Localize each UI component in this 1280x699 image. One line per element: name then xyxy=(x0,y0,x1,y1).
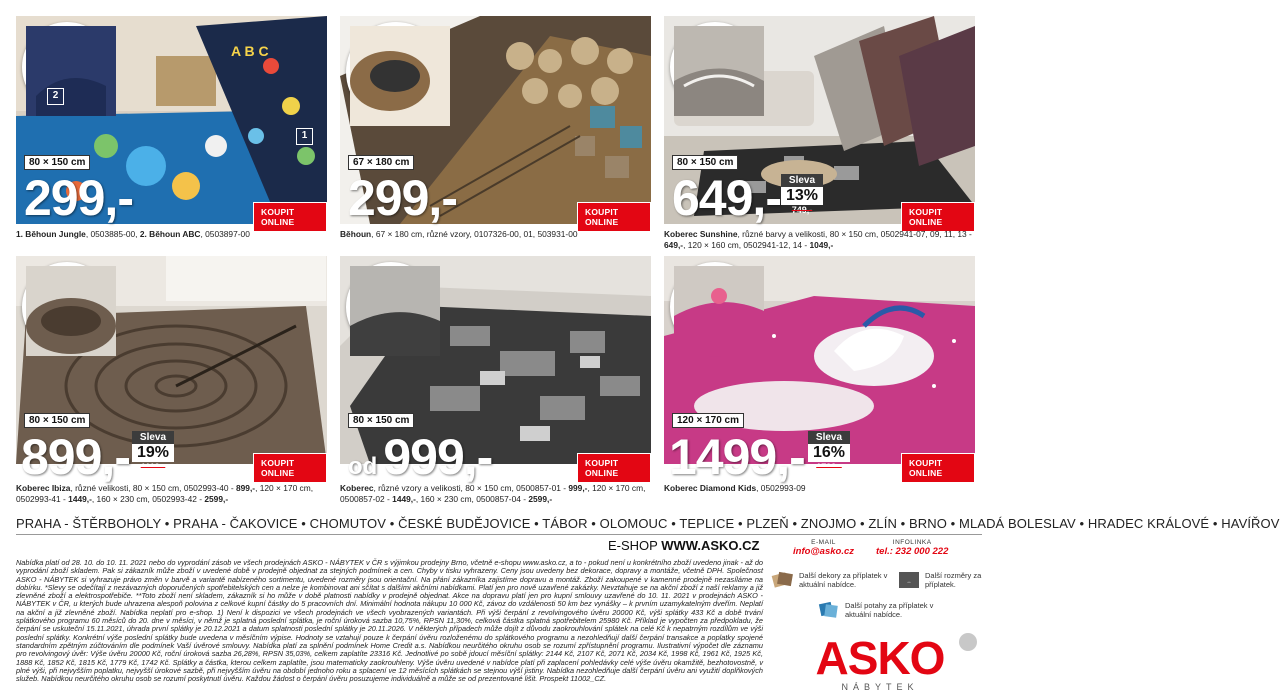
asko-logo-mark xyxy=(776,630,984,694)
price-value: 999,- xyxy=(383,429,493,485)
detail-circle-image xyxy=(346,262,436,352)
price-value: 1499,- xyxy=(669,429,805,485)
product-tile-runner xyxy=(340,16,651,227)
fabric-cover-icon xyxy=(818,600,840,620)
price-value: 299,- xyxy=(24,170,133,226)
divider xyxy=(16,534,982,535)
price xyxy=(348,429,493,485)
price xyxy=(669,429,805,485)
infoline-contact xyxy=(876,539,948,557)
buy-online-button[interactable]: KOUPIT ONLINE xyxy=(577,453,651,483)
eshop-label: E-SHOP xyxy=(608,538,658,553)
old-price: 749,- xyxy=(791,205,813,215)
sale-label: Sleva xyxy=(808,431,850,444)
size-tag: 120 × 170 cm xyxy=(672,413,744,428)
email-link[interactable]: info@asko.cz xyxy=(793,546,854,557)
sale-percent: 19% xyxy=(132,444,174,462)
buy-online-button[interactable]: KOUPIT ONLINE xyxy=(901,202,975,232)
eshop-link[interactable]: WWW.ASKO.CZ xyxy=(661,538,760,553)
price-prefix: od xyxy=(348,453,378,480)
info-dekory: Další dekory za příplatek v aktuální nabídce. xyxy=(772,570,890,590)
product-tile-jungle xyxy=(16,16,327,227)
info-potahy: Další potahy za příplatek v aktuální nabídce. xyxy=(818,600,948,620)
size-ruler-icon xyxy=(898,570,920,590)
price-value: 299,- xyxy=(348,170,457,226)
sale-label: Sleva xyxy=(132,431,174,444)
detail-circle-image xyxy=(22,262,112,352)
svg-text:NÁBYTEK: NÁBYTEK xyxy=(841,682,919,692)
price-value: 899,- xyxy=(21,429,130,485)
legal-disclaimer: Nabídka platí od 28. 10. do 10. 11. 2021 nebo do vyprodání zásob ve všech prodejnách ASKO - NÁBYTEK v ČR s výjimkou prodejny Brno, včetně e-shopu www.asko.cz, a to - pokud není u konkrétního zboží uvedeno jinak - až do vyprodání zboží skladem. Pak si zákazník může zboží v uvedené době v prodejně objednat za stejných podmínek a cen. Chyby v tisku vyhrazeny. Ceny jsou uvedeny bez dekorace, dopravy a montáže, včetně DPH. Společnost ASKO - NÁBYTEK si vyhrazuje právo změn v barvě a variantě nabízeného sortimentu, uvedené rozměry jsou orientační. Na přání zákazníka zajistíme dopravu a montáž. Zboží zakoupené v kamenné prodejně nezasíláme na dobírku. *Slevy se odečítají z nezávazných doporučených spotřebitelských cen a nelze je kombinovat ani sčítat s dalšími akčními nabídkami. Platí jen pro nově uzavřené zakázky. Nevztahuje se na akční zboží z naší reklamy a již zlevněné zboží a elektrospotřebiče. **Toto zboží není skladem, zákazník si ho může v době platnosti nabídky v prodejně objednat. Akce na dopravu platí jen pro kupní smlouvy uzavřené do 10. 11. 2021 v prodejnách ASKO - NÁBYTEK v ČR, u kterých bude uhrazena alespoň polovina z celkové kupní částky do 5 pracovních dní. Minimální hodnota nákupu 10 000 Kč, závoz do vzdálenosti 50 km bez vynášky – k prvním uzamykatelným dveřím. Neplatí na akční a již zlevněné zboží. Nabídka neplatí pro e-shop. 1) Není k dispozici ve všech prodejnách ve všech vyobrazených variantách. Při výši čerpání z revolvingového úvěru 20000 Kč, výši splátky 433 Kč a době trvání splátkového programu 60 měsíců do 20. dne v měsíci, v němž je splatná poslední splátka, je roční úroková sazba 10,75%, RPSN 11,30%, celková částka splatná spotřebitelem 25980 Kč. Příklad je vypočten za předpokladu, že čerpání se uskuteční 15.11.2021, úhrada první splátky je 20.12.2021 a datum splatnosti poslední splátky je 20.11.2026. V některých případech může dojít z důvodu zaokrouhlování splátek na celé Kč k nepatrným rozdílům ve výši poslední splátky. Konkrétní výše poslední splátky bude uvedena v měsíčním výpise. Hodnoty se vztahují pouze k čerpání úvěru rozloženému do splátkového programu a nezohledňují další čerpání transakce a poplatky spojené standardním zpětným zúčtováním dle podmínek Vaší úvěrové smlouvy. Nabídka platí za splnění podmínek Home Credit a.s. Nabídkou neurčitého okruhu osob se rozumí zpřístupnění programu. Ilustrativní výpočet dle záznamu pro revolvingový úvěr: Výše úvěru 20000 Kč, roční úroková sazba 26,28%, RPSN 35,03%, celkem zaplatíte 23316 Kč. Jednotlivé po sobě jdoucí měsíční splátky: 2144 Kč, 2107 Kč, 2071 Kč, 2034 Kč, 1998 Kč, 1961 Kč, 1925 Kč, 1888 Kč, 1852 Kč, 1815 Kč, 1779 Kč, 1742 Kč. Splátky a částka, kterou celkem zaplatíte, jsou matematicky zaokrouhleny. Výše úvěru uvedené v nabídce platí při zaplacení pohledávky celé výše úvěru okamžitě, bezhotovostně, v plné výši, při nejvyšším poplatku, nejvyšší úrokové sazbě, při nejvyšším úvěru na období jednoho roku a splacení ve 12 měsících splátkách se stejnou výší jistiny. Nabídka nezohledňuje další čerpání úvěru ani využití doplňkových služeb. Nabídkou neurčitého okruhu osob se rozumí poskytnutí úvěru. Každou žádost o čerpání úvěru posuzujeme individuálně a může se od prezentované lišit. Prospekt 11002_CZ. xyxy=(16,558,763,684)
svg-text:↔: ↔ xyxy=(906,579,912,585)
eshop-line xyxy=(608,538,759,553)
product-caption: Koberec Diamond Kids, 0502993-09 xyxy=(664,483,806,493)
badge-number-2: 2 xyxy=(47,88,64,105)
detail-circle-image xyxy=(22,22,112,112)
buy-online-button[interactable]: KOUPIT ONLINE xyxy=(253,202,327,232)
detail-circle-image xyxy=(670,22,760,112)
sale-badge xyxy=(808,431,850,472)
badge-number-1: 1 xyxy=(296,128,313,145)
infoline-label: INFOLINKA xyxy=(892,539,932,546)
info-rozmery: ↔ Další rozměry za příplatek. xyxy=(898,570,984,590)
product-caption: Koberec, různé vzory a velikosti, 80 × 150 cm, 0500857-01 - 999,-, 120 × 170 cm, 0500857-02 - 1449,-, 160 × 230 cm, 0500857-04 - 2599,- xyxy=(340,483,646,504)
product-caption: Koberec Ibiza, různé velikosti, 80 × 150 cm, 0502993-40 - 899,-, 120 × 170 cm, 0502993-41 - 1449,-, 160 × 230 cm, 0502993-42 - 2599,- xyxy=(16,483,314,504)
product-caption: 1. Běhoun Jungle, 0503885-00, 2. Běhoun ABC, 0503897-00 xyxy=(16,229,250,239)
old-price: 1799,- xyxy=(816,462,842,472)
sale-label: Sleva xyxy=(781,174,823,187)
detail-circle-image xyxy=(670,262,760,352)
product-tile-diamond-kids xyxy=(664,256,975,485)
old-price: 1119,- xyxy=(140,462,166,472)
svg-text:ASKO: ASKO xyxy=(815,632,945,684)
size-tag: 80 × 150 cm xyxy=(672,155,738,170)
product-tile-geometric xyxy=(340,256,651,485)
buy-online-button[interactable]: KOUPIT ONLINE xyxy=(901,453,975,483)
price xyxy=(24,170,133,226)
price xyxy=(672,170,781,226)
buy-online-button[interactable]: KOUPIT ONLINE xyxy=(577,202,651,232)
product-caption: Koberec Sunshine, různé barvy a velikosti, 80 × 150 cm, 0502941-07, 09, 11, 13 - 649,-, 120 × 160 cm, 0502941-12, 14 - 1049,- xyxy=(664,229,972,250)
sale-percent: 13% xyxy=(781,187,823,205)
detail-circle-image xyxy=(346,22,446,122)
email-contact xyxy=(793,539,854,557)
buy-online-button[interactable]: KOUPIT ONLINE xyxy=(253,453,327,483)
price-value: 649,- xyxy=(672,170,781,226)
size-tag: 80 × 150 cm xyxy=(348,413,414,428)
svg-text:A B C: A B C xyxy=(231,43,269,59)
product-caption: Běhoun, 67 × 180 cm, různé vzory, 0107326-00, 01, 503931-00 xyxy=(340,229,578,239)
infoline-phone[interactable]: tel.: 232 000 222 xyxy=(876,546,949,557)
fabric-swatch-icon xyxy=(772,570,794,590)
price xyxy=(348,170,457,226)
sale-badge xyxy=(132,431,174,472)
size-tag: 80 × 150 cm xyxy=(24,413,90,428)
sale-percent: 16% xyxy=(808,444,850,462)
size-tag: 67 × 180 cm xyxy=(348,155,414,170)
size-tag: 80 × 150 cm xyxy=(24,155,90,170)
email-label: E-MAIL xyxy=(811,539,836,546)
product-tile-sunshine xyxy=(664,16,975,227)
product-tile-ibiza xyxy=(16,256,327,485)
store-cities-list: PRAHA - ŠTĚRBOHOLY • PRAHA - ČAKOVICE • CHOMUTOV • ČESKÉ BUDĚJOVICE • TÁBOR • OLOMOUC • TEPLICE • PLZEŇ • ZNOJMO • ZLÍN • BRNO • MLADÁ BOLESLAV • HRADEC KRÁLOVÉ • HAVÍŘOV xyxy=(16,516,1280,531)
sale-badge xyxy=(781,174,823,215)
price xyxy=(21,429,130,485)
asko-logo[interactable] xyxy=(776,630,984,694)
